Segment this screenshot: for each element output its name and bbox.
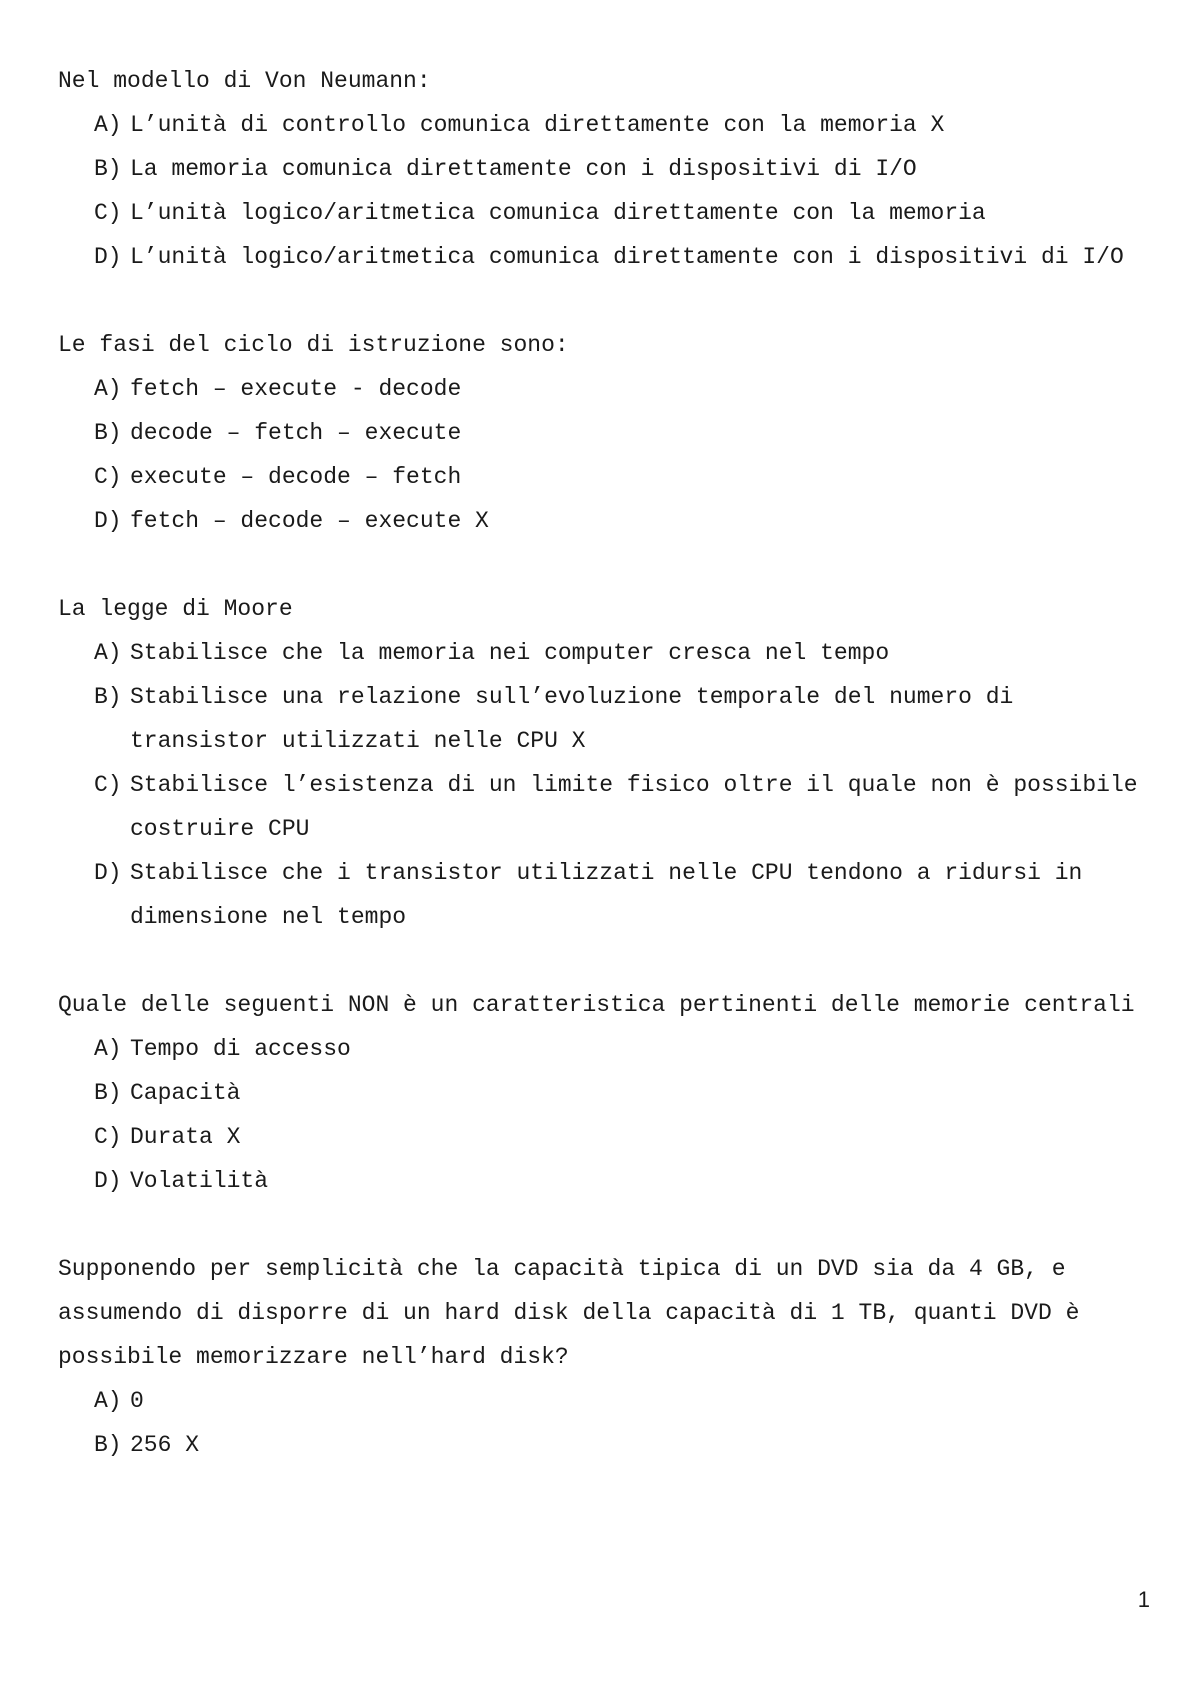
option-letter: A)	[94, 112, 122, 138]
option-letter: A)	[94, 376, 122, 402]
option-letter: B)	[94, 420, 122, 446]
option-letter: D)	[94, 860, 122, 886]
option-text: fetch – execute - decode	[130, 376, 462, 402]
option-list	[58, 103, 1200, 279]
option-text: Stabilisce che la memoria nei computer cresca nel tempo	[130, 640, 890, 666]
option-c	[58, 763, 1200, 851]
option-letter: B)	[94, 1432, 122, 1458]
option-letter: D)	[94, 1168, 122, 1194]
option-list	[58, 1027, 1200, 1203]
option-text: Stabilisce che i transistor utilizzati nelle CPU tendono a ridursi in dimensione nel tempo	[130, 860, 1097, 930]
option-letter: A)	[94, 640, 122, 666]
option-text: L’unità logico/aritmetica comunica direttamente con la memoria	[130, 200, 986, 226]
option-text: 256 X	[130, 1432, 200, 1458]
option-text: Capacità	[130, 1080, 241, 1106]
question-dvd-capacity	[58, 1247, 1200, 1467]
option-letter: B)	[94, 1080, 122, 1106]
option-letter: C)	[94, 772, 122, 798]
page-number: 1	[1137, 1587, 1150, 1612]
option-b	[58, 147, 1200, 191]
option-text: L’unità logico/aritmetica comunica direttamente con i dispositivi di I/O	[130, 244, 1124, 270]
option-text: Stabilisce l’esistenza di un limite fisico oltre il quale non è possibile costruire CPU	[130, 772, 1152, 842]
option-letter: B)	[94, 156, 122, 182]
option-b	[58, 1423, 1200, 1467]
option-b	[58, 411, 1200, 455]
option-a	[58, 103, 1200, 147]
option-text: Volatilità	[130, 1168, 269, 1194]
question-central-memory	[58, 983, 1200, 1203]
option-letter: A)	[94, 1388, 122, 1414]
option-b	[58, 675, 1200, 763]
question-text: Supponendo per semplicità che la capacità tipica di un DVD sia da 4 GB, e assumendo di disporre di un hard disk della capacità di 1 TB, quanti DVD è possibile memorizzare nell’hard disk?	[58, 1256, 1094, 1370]
question-moore-law	[58, 587, 1200, 939]
option-d	[58, 1159, 1200, 1203]
option-list	[58, 1379, 1200, 1467]
option-c	[58, 455, 1200, 499]
option-text: Tempo di accesso	[130, 1036, 351, 1062]
option-c	[58, 1115, 1200, 1159]
option-letter: D)	[94, 244, 122, 270]
option-letter: A)	[94, 1036, 122, 1062]
option-a	[58, 1027, 1200, 1071]
option-b	[58, 1071, 1200, 1115]
option-d	[58, 851, 1200, 939]
option-text: La memoria comunica direttamente con i dispositivi di I/O	[130, 156, 917, 182]
question-instruction-cycle	[58, 323, 1200, 543]
question-text: Le fasi del ciclo di istruzione sono:	[58, 332, 569, 358]
question-von-neumann	[58, 59, 1200, 279]
option-text: decode – fetch – execute	[130, 420, 462, 446]
option-a	[58, 367, 1200, 411]
option-text: execute – decode – fetch	[130, 464, 462, 490]
question-text: La legge di Moore	[58, 596, 293, 622]
option-text: L’unità di controllo comunica direttamente con la memoria X	[130, 112, 945, 138]
option-c	[58, 191, 1200, 235]
option-letter: B)	[94, 684, 122, 710]
option-a	[58, 631, 1200, 675]
option-list	[58, 631, 1200, 939]
option-letter: C)	[94, 200, 122, 226]
option-a	[58, 1379, 1200, 1423]
option-letter: C)	[94, 1124, 122, 1150]
option-d	[58, 499, 1200, 543]
option-letter: C)	[94, 464, 122, 490]
option-text: Stabilisce una relazione sull’evoluzione temporale del numero di transistor utilizzati nelle CPU X	[130, 684, 1028, 754]
question-text: Quale delle seguenti NON è un caratteristica pertinenti delle memorie centrali	[58, 992, 1135, 1018]
question-text: Nel modello di Von Neumann:	[58, 68, 431, 94]
option-text: 0	[130, 1388, 144, 1414]
option-list	[58, 367, 1200, 543]
option-letter: D)	[94, 508, 122, 534]
option-text: fetch – decode – execute X	[130, 508, 489, 534]
option-text: Durata X	[130, 1124, 241, 1150]
option-d	[58, 235, 1200, 279]
